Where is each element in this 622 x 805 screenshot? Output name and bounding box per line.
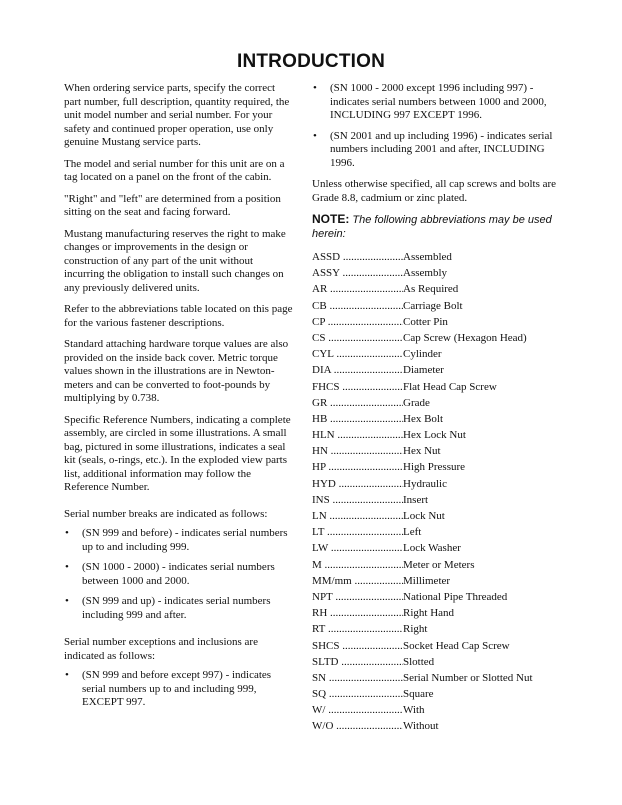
abbreviation-definition: Square — [403, 688, 434, 701]
abbreviation-row — [312, 575, 562, 591]
abbreviation-row — [312, 526, 562, 542]
abbreviation-term: MM/mm ..... — [312, 575, 403, 589]
abbreviation-term: RH ..... — [312, 607, 403, 621]
abbreviation-term: HN ..... — [312, 445, 403, 459]
exceptions-intro: Serial number exceptions and inclusions are indicated as follows: — [64, 636, 258, 662]
note-text: The following abbreviations may be used herein: — [312, 214, 552, 240]
abbreviation-row — [312, 397, 562, 413]
abbreviation-term: CYL ..... — [312, 348, 403, 362]
abbreviation-row — [312, 720, 562, 736]
abbreviation-term: FHCS ..... — [312, 381, 403, 395]
paragraph-right-left: "Right" and "left" are determined from a position sitting on the seat and facing forward. — [64, 192, 281, 218]
right-column — [312, 82, 562, 737]
abbreviation-term: SQ ..... — [312, 688, 403, 702]
paragraph-reference-numbers: Specific Reference Numbers, indicating a complete assembly, are circled in some illustrations. A small bag, pictured in some illustrations, indicates a seal kit (seals, o-rings, etc.). In the exploded view parts list, additional information may follow the Reference Number. — [64, 413, 291, 493]
grade-statement: Unless otherwise specified, all cap screws and bolts are Grade 8.8, cadmium or zinc plated. — [312, 178, 557, 204]
abbreviation-definition: Lock Nut — [403, 510, 445, 522]
list-item: • (SN 1000 - 2000) - indicates serial numbers between 1000 and 2000. — [65, 561, 275, 587]
abbreviation-definition: Cylinder — [403, 348, 442, 361]
abbreviation-definition: Right — [403, 623, 428, 636]
abbreviation-row — [312, 429, 562, 445]
abbreviation-definition: Hex Lock Nut — [403, 429, 466, 442]
abbreviation-term: LN ..... — [312, 510, 403, 524]
bullet-icon: • — [65, 669, 69, 681]
abbreviation-row — [312, 704, 562, 720]
abbreviation-definition: With — [403, 704, 425, 717]
abbreviation-term: NPT ..... — [312, 591, 403, 605]
abbreviation-row — [312, 623, 562, 639]
abbreviation-term: CB ..... — [312, 300, 403, 314]
abbreviation-definition: Insert — [403, 493, 429, 506]
abbreviation-definition: High Pressure — [403, 461, 466, 474]
abbreviation-term: SHCS ..... — [312, 640, 403, 654]
abbreviation-term: CP ..... — [312, 316, 403, 330]
abbreviation-term: W/O ..... — [312, 720, 403, 734]
abbreviation-term: GR ..... — [312, 397, 403, 411]
list-item: • (SN 2001 and up including 1996) - indicates serial numbers including 2001 and after, INCLUDING 1996. — [313, 129, 553, 169]
paragraph-changes: Mustang manufacturing reserves the right to make changes or improvements in the design or construction of any part of the unit without incurring the obligation to install such changes on any previously delivered units. — [64, 227, 286, 294]
abbreviation-definition: As Required — [403, 283, 459, 296]
abbreviation-definition: Millimeter — [403, 574, 451, 587]
abbreviation-term: SLTD ..... — [312, 656, 403, 670]
abbreviation-row — [312, 445, 562, 461]
paragraph-abbreviations-ref: Refer to the abbreviations table located on this page for the various fastener descriptions. — [64, 303, 293, 329]
abbreviation-definition: Cap Screw (Hexagon Head) — [403, 331, 527, 344]
serial-breaks-list — [64, 527, 294, 622]
page-title: INTRODUCTION — [236, 51, 386, 72]
abbreviation-row — [312, 381, 562, 397]
abbreviation-row — [312, 672, 562, 688]
abbreviation-row — [312, 332, 562, 348]
abbreviation-term: LT ..... — [312, 526, 403, 540]
abbreviation-term: LW ..... — [312, 542, 403, 556]
abbreviation-definition: Hex Nut — [403, 445, 441, 458]
abbreviation-definition: Serial Number or Slotted Nut — [403, 671, 533, 684]
abbreviation-definition: Left — [403, 526, 422, 539]
abbreviation-definition: Grade — [403, 396, 430, 409]
paragraph-torque: Standard attaching hardware torque values are also provided on the inside back cover. Metric torque values shown in the illustrations are in Newton-meters and can be converted to foot-pounds by multiplying by 0.738. — [64, 338, 289, 404]
abbreviation-row — [312, 688, 562, 704]
abbreviation-term: M ..... — [312, 559, 403, 573]
abbreviation-term: HLN ..... — [312, 429, 403, 443]
bullet-icon: • — [65, 527, 69, 539]
bullet-icon: • — [65, 561, 69, 573]
abbreviation-definition: Diameter — [403, 364, 444, 377]
abbreviation-row — [312, 478, 562, 494]
abbreviation-term: RT ..... — [312, 623, 403, 637]
list-item: • (SN 999 and up) - indicates serial numbers including 999 and after. — [65, 595, 271, 621]
abbreviation-term: ASSD ..... — [312, 251, 403, 265]
abbreviation-term: HP ..... — [312, 461, 403, 475]
abbreviation-row — [312, 413, 562, 429]
abbreviation-definition: Hydraulic — [403, 477, 447, 490]
note — [312, 213, 562, 241]
abbreviation-row — [312, 461, 562, 477]
abbreviation-definition: Lock Washer — [403, 542, 461, 555]
abbreviation-term: INS ..... — [312, 494, 403, 508]
bullet-icon: • — [313, 82, 317, 94]
abbreviation-row — [312, 251, 562, 267]
paragraph-serial-tag: The model and serial number for this unit are on a tag located on a panel on the front of the cabin. — [64, 157, 285, 183]
list-item: • (SN 999 and before except 997) - indicates serial numbers up to and including 999, EXCEPT 997. — [65, 669, 272, 708]
abbreviation-definition: National Pipe Threaded — [403, 590, 508, 603]
abbreviation-row — [312, 591, 562, 607]
abbreviation-term: DIA ..... — [312, 364, 403, 378]
abbreviation-term: W/ ..... — [312, 704, 403, 718]
serial-breaks-intro: Serial number breaks are indicated as follows: — [64, 507, 268, 520]
abbreviation-definition: Slotted — [403, 655, 435, 668]
abbreviation-term: HB ..... — [312, 413, 403, 427]
abbreviation-row — [312, 283, 562, 299]
abbreviation-definition: Assembled — [403, 251, 452, 263]
abbreviation-term: SN ..... — [312, 672, 403, 686]
abbreviation-definition: Flat Head Cap Screw — [403, 380, 497, 393]
list-item: • (SN 999 and before) - indicates serial numbers up to and including 999. — [65, 527, 288, 553]
abbreviation-row — [312, 656, 562, 672]
abbreviation-row — [312, 494, 562, 510]
abbreviation-row — [312, 364, 562, 380]
abbreviations-table — [312, 251, 562, 737]
abbreviation-definition: Meter or Meters — [403, 558, 475, 571]
bullet-icon: • — [65, 595, 69, 607]
abbreviation-row — [312, 559, 562, 575]
abbreviation-term: AR ..... — [312, 283, 403, 297]
abbreviation-row — [312, 348, 562, 364]
abbreviation-definition: Hex Bolt — [403, 412, 444, 425]
abbreviation-definition: Right Hand — [403, 607, 455, 620]
abbreviation-term: ASSY ..... — [312, 267, 403, 281]
abbreviation-term: CS ..... — [312, 332, 403, 346]
paragraph-ordering: When ordering service parts, specify the correct part number, full description, quantity required, the unit model number and serial number. For your safety and continued proper operation, use only genuine Mustang service parts. — [64, 82, 290, 148]
abbreviation-definition: Without — [403, 720, 439, 733]
note-label: NOTE: — [312, 212, 350, 226]
abbreviation-row — [312, 542, 562, 558]
left-column — [64, 82, 294, 720]
abbreviation-term: HYD ..... — [312, 478, 403, 492]
exceptions-list-continued — [312, 82, 562, 170]
abbreviation-row — [312, 510, 562, 526]
abbreviation-definition: Carriage Bolt — [403, 299, 463, 312]
abbreviation-row — [312, 607, 562, 623]
list-item: • (SN 1000 - 2000 except 1996 including 997) - indicates serial numbers between 1000 and 2000, INCLUDING 997 EXCEPT 1996. — [313, 82, 547, 121]
abbreviation-row — [312, 267, 562, 283]
abbreviation-row — [312, 316, 562, 332]
exceptions-list — [64, 669, 294, 710]
abbreviation-definition: Assembly — [403, 267, 447, 280]
abbreviation-row — [312, 640, 562, 656]
abbreviation-definition: Cotter Pin — [403, 315, 448, 328]
abbreviation-definition: Socket Head Cap Screw — [403, 639, 510, 652]
bullet-icon: • — [313, 129, 317, 142]
abbreviation-row — [312, 300, 562, 316]
